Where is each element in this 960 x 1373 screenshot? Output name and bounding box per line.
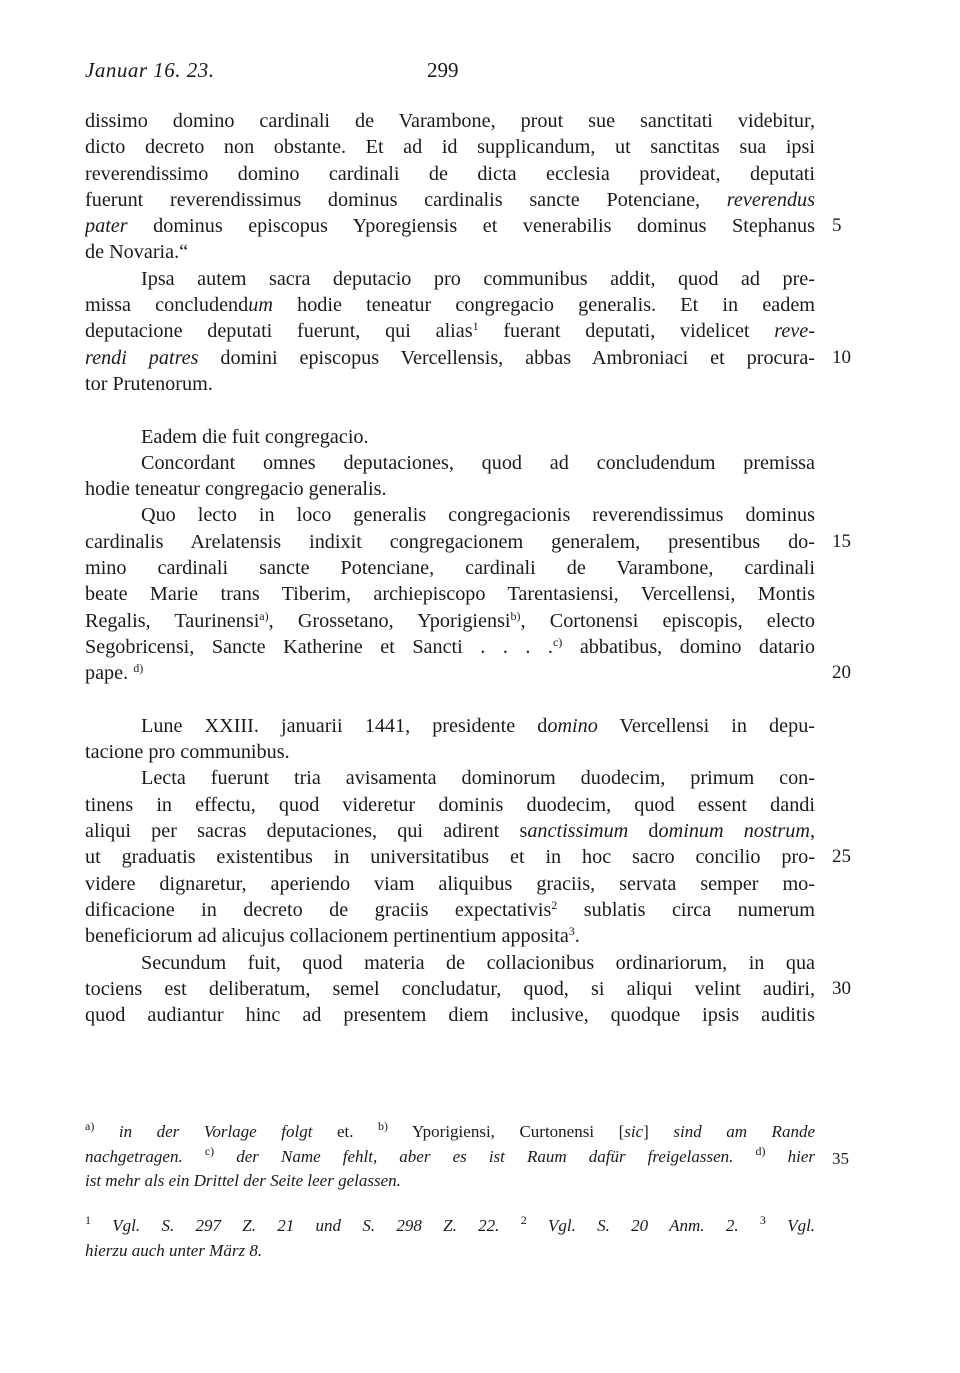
italic-text: hierzu auch unter März 8. bbox=[85, 1240, 263, 1260]
text-run: de Novaria.“ bbox=[85, 241, 189, 264]
text-line bbox=[85, 266, 815, 292]
text-run bbox=[733, 1147, 755, 1166]
note-marker: a) bbox=[85, 1120, 95, 1133]
text-run bbox=[127, 347, 149, 369]
line-number: 20 bbox=[832, 662, 851, 684]
text-run: ] bbox=[643, 1122, 674, 1141]
text-run: et. bbox=[312, 1122, 379, 1141]
text-run: beneficiorum ad alicujus collacionem pertinentium apposita bbox=[85, 925, 569, 948]
section-gap bbox=[85, 687, 815, 713]
italic-text: in der Vorlage folgt bbox=[118, 1122, 313, 1141]
text-line bbox=[85, 502, 815, 528]
italic-text: nachgetragen. bbox=[85, 1146, 183, 1166]
text-line bbox=[85, 792, 815, 818]
line-number: 30 bbox=[832, 977, 851, 999]
note-marker: 3 bbox=[759, 1214, 766, 1227]
text-run bbox=[183, 1147, 205, 1166]
text-run: sublatis circa numerum bbox=[557, 898, 815, 921]
text-line bbox=[85, 555, 815, 581]
critical-apparatus bbox=[85, 1120, 815, 1194]
text-run: tociens est deliberatum, semel concludatur, quod, si aliqui velint audiri, bbox=[85, 977, 815, 1000]
text-run: Eadem die fuit congregacio. bbox=[141, 425, 369, 448]
text-line bbox=[85, 608, 815, 634]
italic-text: Vgl. S. 297 Z. 21 und S. 298 Z. 22. bbox=[112, 1216, 500, 1235]
line-number: 5 bbox=[832, 215, 842, 237]
note-marker: b) bbox=[510, 608, 521, 623]
text-line bbox=[85, 161, 815, 187]
text-run: Segobricensi, Sancte Katherine et Sancti . . . . bbox=[85, 635, 553, 658]
italic-text: sic bbox=[624, 1122, 644, 1141]
text-run: , Grossetano, Yporigiensi bbox=[268, 609, 511, 632]
text-run: reverendissimo domino cardinali de dicta ecclesia provideat, deputati bbox=[85, 162, 815, 185]
text-run bbox=[766, 1216, 787, 1235]
note-line bbox=[85, 1214, 815, 1239]
text-run: dificacione in decreto de graciis expectativis bbox=[85, 898, 552, 921]
line-number: 25 bbox=[832, 846, 851, 868]
text-run: Quo lecto in loco generalis congregacionis reverendissimus dominus bbox=[141, 504, 815, 527]
text-line bbox=[85, 371, 815, 397]
line-number: 35 bbox=[832, 1149, 849, 1168]
text-line bbox=[85, 1002, 815, 1028]
text-run: aliqui per sacras deputaciones, qui adirent s bbox=[85, 820, 528, 843]
text-line bbox=[85, 713, 815, 739]
text-run: dissimo domino cardinali de Varambone, prout sue sanctitati videbitur, bbox=[85, 110, 815, 132]
text-run: domini episcopus Vercellensis, abbas Ambroniaci et procura- bbox=[198, 346, 815, 369]
text-run bbox=[94, 1122, 119, 1141]
note-line bbox=[85, 1239, 815, 1264]
italic-text: Vgl. S. 20 Anm. 2. bbox=[547, 1216, 739, 1235]
text-run: missa concludend bbox=[85, 294, 249, 317]
italic-text: ist mehr als ein Drittel der Seite leer gelassen. bbox=[85, 1171, 401, 1190]
text-run: fuerunt reverendissimus dominus cardinalis sancte Potenciane, bbox=[85, 188, 727, 211]
note-marker: 1 bbox=[85, 1214, 91, 1227]
note-marker: d) bbox=[133, 661, 144, 676]
text-run: beate Marie trans Tiberim, archiepiscopo Tarentasiensi, Vercellensi, Montis bbox=[85, 583, 815, 606]
text-line bbox=[85, 187, 815, 213]
text-run: Ipsa autem sacra deputacio pro communibus addit, quod ad pre- bbox=[141, 267, 815, 290]
text-line bbox=[85, 450, 815, 476]
italic-text: omino bbox=[547, 714, 598, 737]
text-run: fuerant deputati, videlicet bbox=[478, 320, 775, 343]
section-gap bbox=[85, 397, 815, 423]
italic-text: um bbox=[248, 294, 273, 317]
italic-text: Vgl. bbox=[787, 1216, 815, 1235]
text-run: Vercellensi in depu- bbox=[597, 714, 815, 737]
text-line bbox=[85, 739, 815, 765]
page-number: 299 bbox=[427, 58, 459, 82]
text-run bbox=[739, 1216, 760, 1235]
text-line bbox=[85, 292, 815, 318]
text-line bbox=[85, 818, 815, 844]
text-run bbox=[91, 1216, 112, 1235]
text-run: pape. bbox=[85, 662, 134, 685]
text-run: Lune XXIII. januarii 1441, presidente d bbox=[141, 714, 548, 737]
text-run: mino cardinali sancte Potenciane, cardinali de Varambone, cardinali bbox=[85, 557, 815, 580]
text-run: Regalis, Taurinensi bbox=[85, 609, 260, 632]
text-run: quod audiantur hinc ad presentem diem inclusive, quodque ipsis auditis bbox=[85, 1004, 815, 1027]
italic-text: pater bbox=[85, 215, 128, 238]
text-run: ut graduatis existentibus in universitatibus et in hoc sacro concilio pro- bbox=[85, 846, 815, 869]
main-text bbox=[85, 108, 815, 1028]
text-run: tor Prutenorum. bbox=[85, 372, 213, 395]
text-line bbox=[85, 345, 815, 371]
note-line bbox=[85, 1145, 815, 1170]
note-marker: c) bbox=[204, 1144, 215, 1158]
text-line bbox=[85, 476, 815, 502]
text-line bbox=[85, 213, 815, 239]
note-marker: d) bbox=[755, 1144, 766, 1158]
note-marker: 3 bbox=[568, 924, 575, 939]
text-line bbox=[85, 634, 815, 660]
note-line bbox=[85, 1120, 815, 1145]
note-marker: 2 bbox=[551, 897, 558, 912]
note-marker: a) bbox=[259, 608, 269, 623]
text-run: dominus episcopus Yporegiensis et venerabilis dominus Stephanus bbox=[127, 215, 815, 238]
text-run: dicto decreto non obstante. Et ad id supplicandum, ut sanctitas sua ipsi bbox=[85, 136, 815, 159]
note-marker: c) bbox=[552, 634, 563, 649]
text-run: hodie teneatur congregacio generalis. bbox=[85, 478, 387, 501]
text-run bbox=[499, 1216, 520, 1235]
text-run: d bbox=[628, 820, 659, 843]
footnotes bbox=[85, 1214, 815, 1263]
text-line bbox=[85, 134, 815, 160]
text-line bbox=[85, 897, 815, 923]
text-line bbox=[85, 581, 815, 607]
italic-text: anctissimum bbox=[527, 820, 629, 843]
text-run: deputacione deputati fuerunt, qui alias bbox=[85, 320, 473, 343]
note-marker: 2 bbox=[520, 1214, 527, 1227]
text-run: tinens in effectu, quod videretur dominis duodecim, quod essent dandi bbox=[85, 793, 815, 816]
text-run: abbatibus, domino datario bbox=[562, 635, 815, 658]
italic-text: patres bbox=[148, 346, 199, 369]
text-run: , bbox=[809, 820, 815, 843]
text-run: . bbox=[574, 925, 580, 948]
text-line bbox=[85, 239, 815, 265]
text-line bbox=[85, 765, 815, 791]
text-run: cardinalis Arelatensis indixit congregacionem generalem, presentibus do- bbox=[85, 530, 815, 553]
text-run: hodie teneatur congregacio generalis. Et in eadem bbox=[272, 294, 815, 317]
text-run: , Cortonensi episcopis, electo bbox=[520, 609, 815, 632]
text-run: tacione pro communibus. bbox=[85, 741, 290, 764]
text-line bbox=[85, 923, 815, 949]
text-line bbox=[85, 424, 815, 450]
italic-text: rendi bbox=[85, 346, 127, 369]
italic-text: ominum nostrum bbox=[658, 820, 810, 843]
text-line bbox=[85, 660, 815, 686]
note-marker: 1 bbox=[472, 319, 479, 334]
text-line bbox=[85, 844, 815, 870]
line-number: 10 bbox=[832, 346, 851, 368]
text-run: Concordant omnes deputaciones, quod ad concludendum premissa bbox=[141, 451, 815, 474]
text-run: Yporigiensi, Curtonensi [ bbox=[388, 1122, 625, 1141]
note-marker: b) bbox=[378, 1120, 389, 1133]
text-line bbox=[85, 871, 815, 897]
text-line bbox=[85, 976, 815, 1002]
text-run bbox=[527, 1216, 548, 1235]
text-run bbox=[766, 1147, 788, 1166]
text-run: Lecta fuerunt tria avisamenta dominorum duodecim, primum con- bbox=[141, 767, 815, 790]
text-run: videre dignaretur, aperiendo viam aliquibus graciis, servata semper mo- bbox=[85, 872, 815, 895]
text-run bbox=[214, 1147, 236, 1166]
italic-text: hier bbox=[787, 1146, 815, 1166]
note-line bbox=[85, 1169, 815, 1194]
text-run: Secundum fuit, quod materia de collacionibus ordinariorum, in qua bbox=[141, 951, 815, 974]
text-line bbox=[85, 529, 815, 555]
line-number: 15 bbox=[832, 530, 851, 552]
text-line bbox=[85, 950, 815, 976]
italic-text: sind am Rande bbox=[673, 1122, 815, 1141]
italic-text: reverendus bbox=[726, 188, 815, 211]
text-line bbox=[85, 108, 815, 134]
italic-text: reve- bbox=[774, 320, 815, 343]
text-line bbox=[85, 318, 815, 344]
italic-text: der Name fehlt, aber es ist Raum dafür freigelassen. bbox=[236, 1146, 734, 1166]
page-header bbox=[85, 58, 815, 92]
running-title: Januar 16. 23. bbox=[85, 58, 215, 82]
